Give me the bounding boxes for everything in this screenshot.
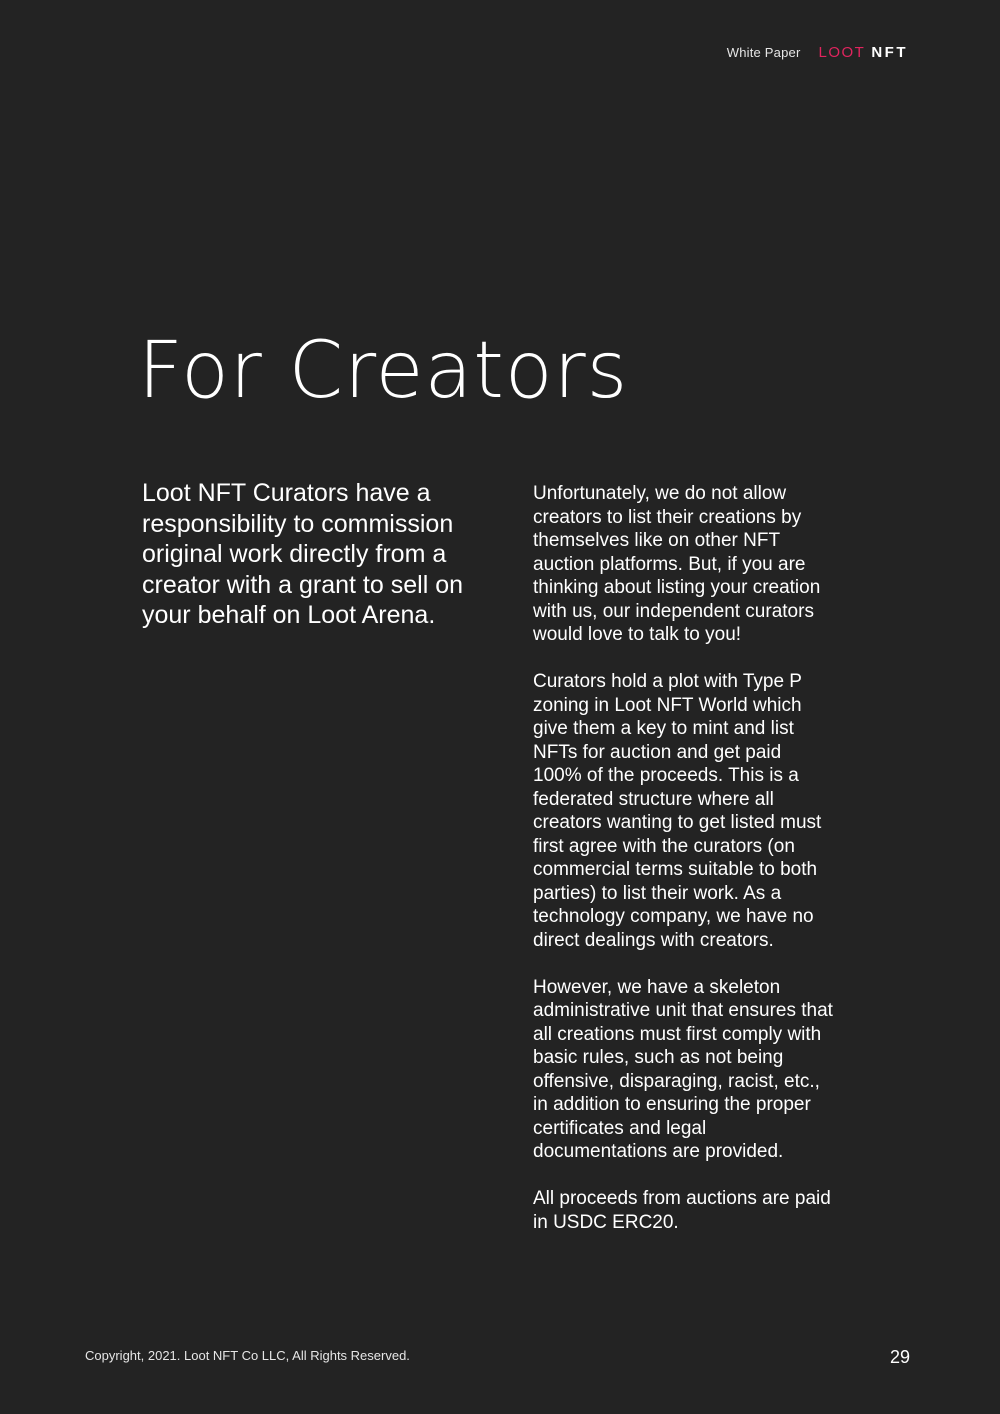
logo-loot-text: LOOT — [818, 44, 866, 61]
body-column — [533, 482, 833, 1258]
body-paragraph: Unfortunately, we do not allow creators to list their creations by themselves like on other NFT auction platforms. But, if you are thinking about listing your creation with us, our independent curators would love to talk to you! — [533, 483, 821, 645]
body-paragraph: However, we have a skeleton administrative unit that ensures that all creations must first comply with basic rules, such as not being offensive, disparaging, racist, etc., in addition to ensuring the proper certificates and legal documentations are provided. — [533, 976, 833, 1162]
body-paragraph: All proceeds from auctions are paid in USDC ERC20. — [533, 1188, 831, 1233]
page-title: For Creators — [138, 326, 629, 416]
body-paragraph: Curators hold a plot with Type P zoning in Loot NFT World which give them a key to mint and list NFTs for auction and get paid 100% of the proceeds. This is a federated structure where all creators wanting to get listed must first agree with the curators (on commercial terms suitable to both parties) to list their work. As a technology company, we have no direct dealings with creators. — [533, 671, 822, 951]
page-header — [727, 44, 908, 61]
loot-nft-logo — [818, 44, 908, 61]
header-label: White Paper — [726, 45, 801, 60]
footer-copyright: Copyright, 2021. Loot NFT Co LLC, All Rights Reserved. — [85, 1348, 410, 1363]
intro-text: Loot NFT Curators have a responsibility to commission original work directly from a creator with a grant to sell on your behalf on Loot Arena. — [142, 479, 463, 629]
page-number: 29 — [889, 1347, 910, 1367]
logo-nft-text: NFT — [871, 44, 908, 61]
